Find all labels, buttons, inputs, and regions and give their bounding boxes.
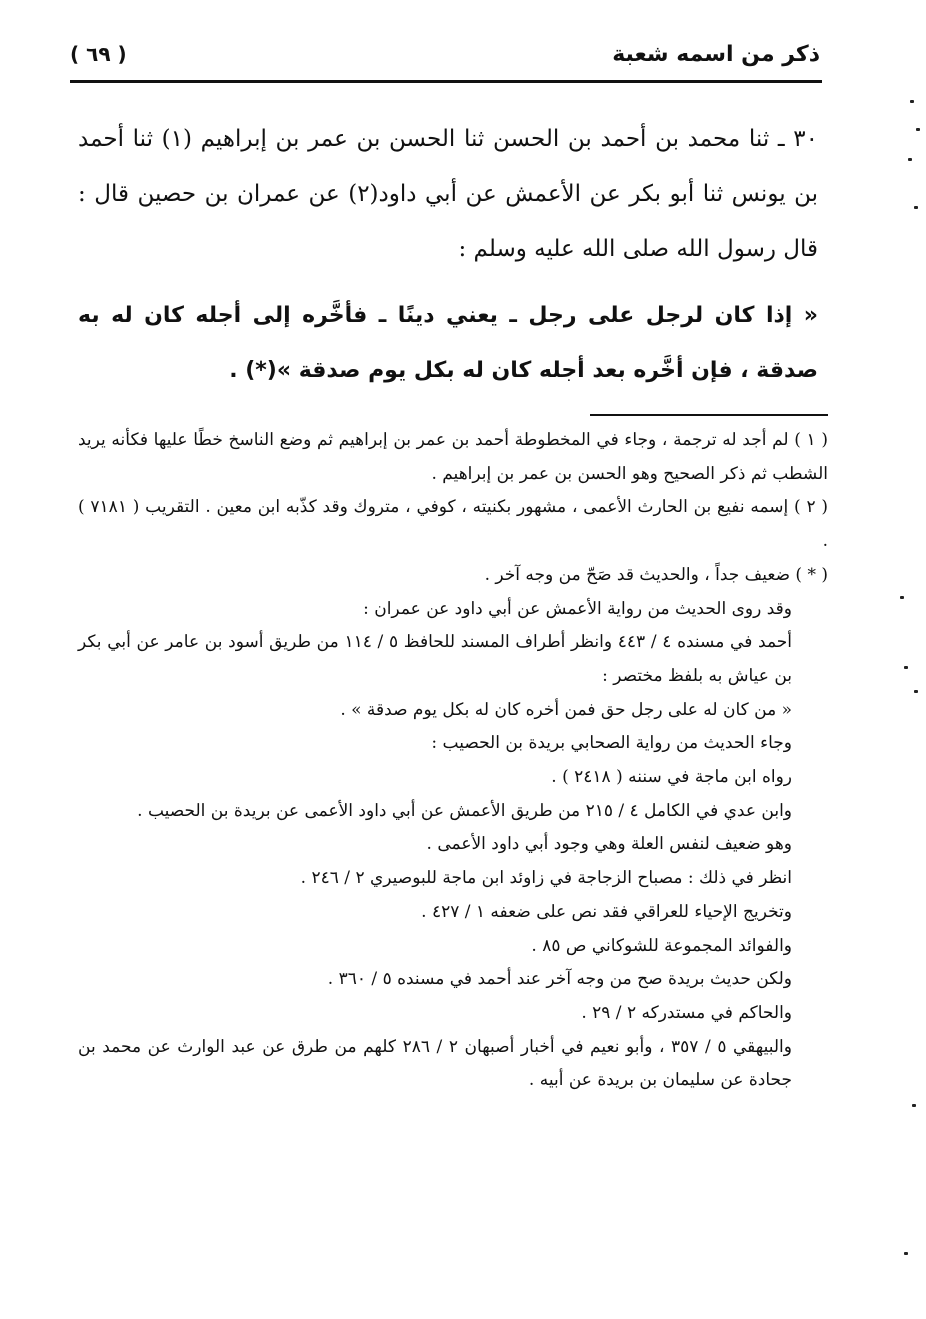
footnote-line: والبيهقي ٥ / ٣٥٧ ، وأبو نعيم في أخبار أصبهان ٢ / ٢٨٦ كلهم من طرق عن عبد الوارث عن محمد بن جحادة عن سليمان بن بريدة عن أبيه . — [78, 1036, 792, 1091]
footnote-line: وتخريج الإحياء للعراقي فقد نص على ضعفه ١ / ٤٢٧ . — [421, 901, 792, 922]
running-title: ذكر من اسمه شعبة — [612, 42, 820, 67]
footnote-line: والحاكم في مستدركه ٢ / ٢٩ . — [581, 1002, 792, 1023]
scan-speck — [908, 158, 912, 161]
footnote-line: ( * ) ضعيف جداً ، والحديث قد صَحّ من وجه آخر . — [484, 564, 828, 585]
scan-speck — [916, 128, 920, 131]
scan-speck — [914, 690, 918, 693]
scan-speck — [904, 666, 908, 669]
footnote-line: وقد روى الحديث من رواية الأعمش عن أبي داود عن عمران : — [363, 598, 792, 619]
footnote-line: ( ١ ) لم أجد له ترجمة ، وجاء في المخطوطة أحمد بن عمر بن إبراهيم ثم وضع الناسخ خطًا عليها فكأنه يريد الشطب ثم ذكر الصحيح وهو الحسن بن عمر بن إبراهيم . — [78, 430, 828, 484]
main-text-block — [78, 112, 818, 277]
scan-speck — [910, 100, 914, 103]
scan-speck — [914, 206, 918, 209]
scan-speck — [904, 1252, 908, 1255]
page-number: ( ٦٩ ) — [70, 42, 127, 66]
footnote-line: ( ٢ ) إسمه نفيع بن الحارث الأعمى ، مشهور بكنيته ، كوفي ، متروك وقد كذّبه ابن معين . التقريب ( ٧١٨١ ) . — [78, 497, 828, 552]
page-header — [70, 38, 820, 78]
header-rule — [70, 80, 822, 83]
footnote-line: وجاء الحديث من رواية الصحابي بريدة بن الحصيب : — [431, 733, 792, 754]
hadith-block — [78, 288, 818, 398]
footnote-separator — [590, 414, 828, 416]
scan-speck — [900, 596, 904, 599]
footnote-line: والفوائد المجموعة للشوكاني ص ٨٥ . — [531, 935, 792, 956]
footnote-line: وهو ضعيف لنفس العلة وهي وجود أبي داود الأعمى . — [426, 834, 792, 855]
footnote-line: ولكن حديث بريدة صح من وجه آخر عند أحمد في مسنده ٥ / ٣٦٠ . — [327, 969, 792, 990]
isnad-paragraph: ٣٠ ـ ثنا محمد بن أحمد بن الحسن ثنا الحسن بن عمر بن إبراهيم (١) ثنا أحمد بن يونس ثنا أبو بكر عن الأعمش عن أبي داود(٢) عن عمران بن حصين قال : قال رسول الله صلى الله عليه وسلم : — [78, 126, 819, 262]
footnote-line: وابن عدي في الكامل ٤ / ٢١٥ من طريق الأعمش عن أبي داود الأعمى عن بريدة بن الحصيب . — [137, 800, 792, 821]
footnotes — [78, 424, 828, 1098]
footnote-line: أحمد في مسنده ٤ / ٤٤٣ وانظر أطراف المسند للحافظ ٥ / ١١٤ من طريق أسود بن عامر عن أبي بكر بن عياش به بلفظ مختصر : — [78, 632, 792, 686]
footnote-line: « من كان له على رجل حق فمن أخره كان له بكل يوم صدقة » . — [340, 699, 792, 720]
footnote-line: رواه ابن ماجة في سننه ( ٢٤١٨ ) . — [551, 767, 792, 788]
hadith-text: « إذا كان لرجل على رجل ـ يعني دينًا ـ فأخَّره إلى أجله كان له به صدقة ، فإن أخَّره بعد أجله كان له بكل يوم صدقة »(*) . — [78, 303, 818, 383]
scan-speck — [912, 1104, 916, 1107]
footnote-line: انظر في ذلك : مصباح الزجاجة في زاوئد ابن ماجة للبوصيري ٢ / ٢٤٦ . — [300, 868, 792, 889]
